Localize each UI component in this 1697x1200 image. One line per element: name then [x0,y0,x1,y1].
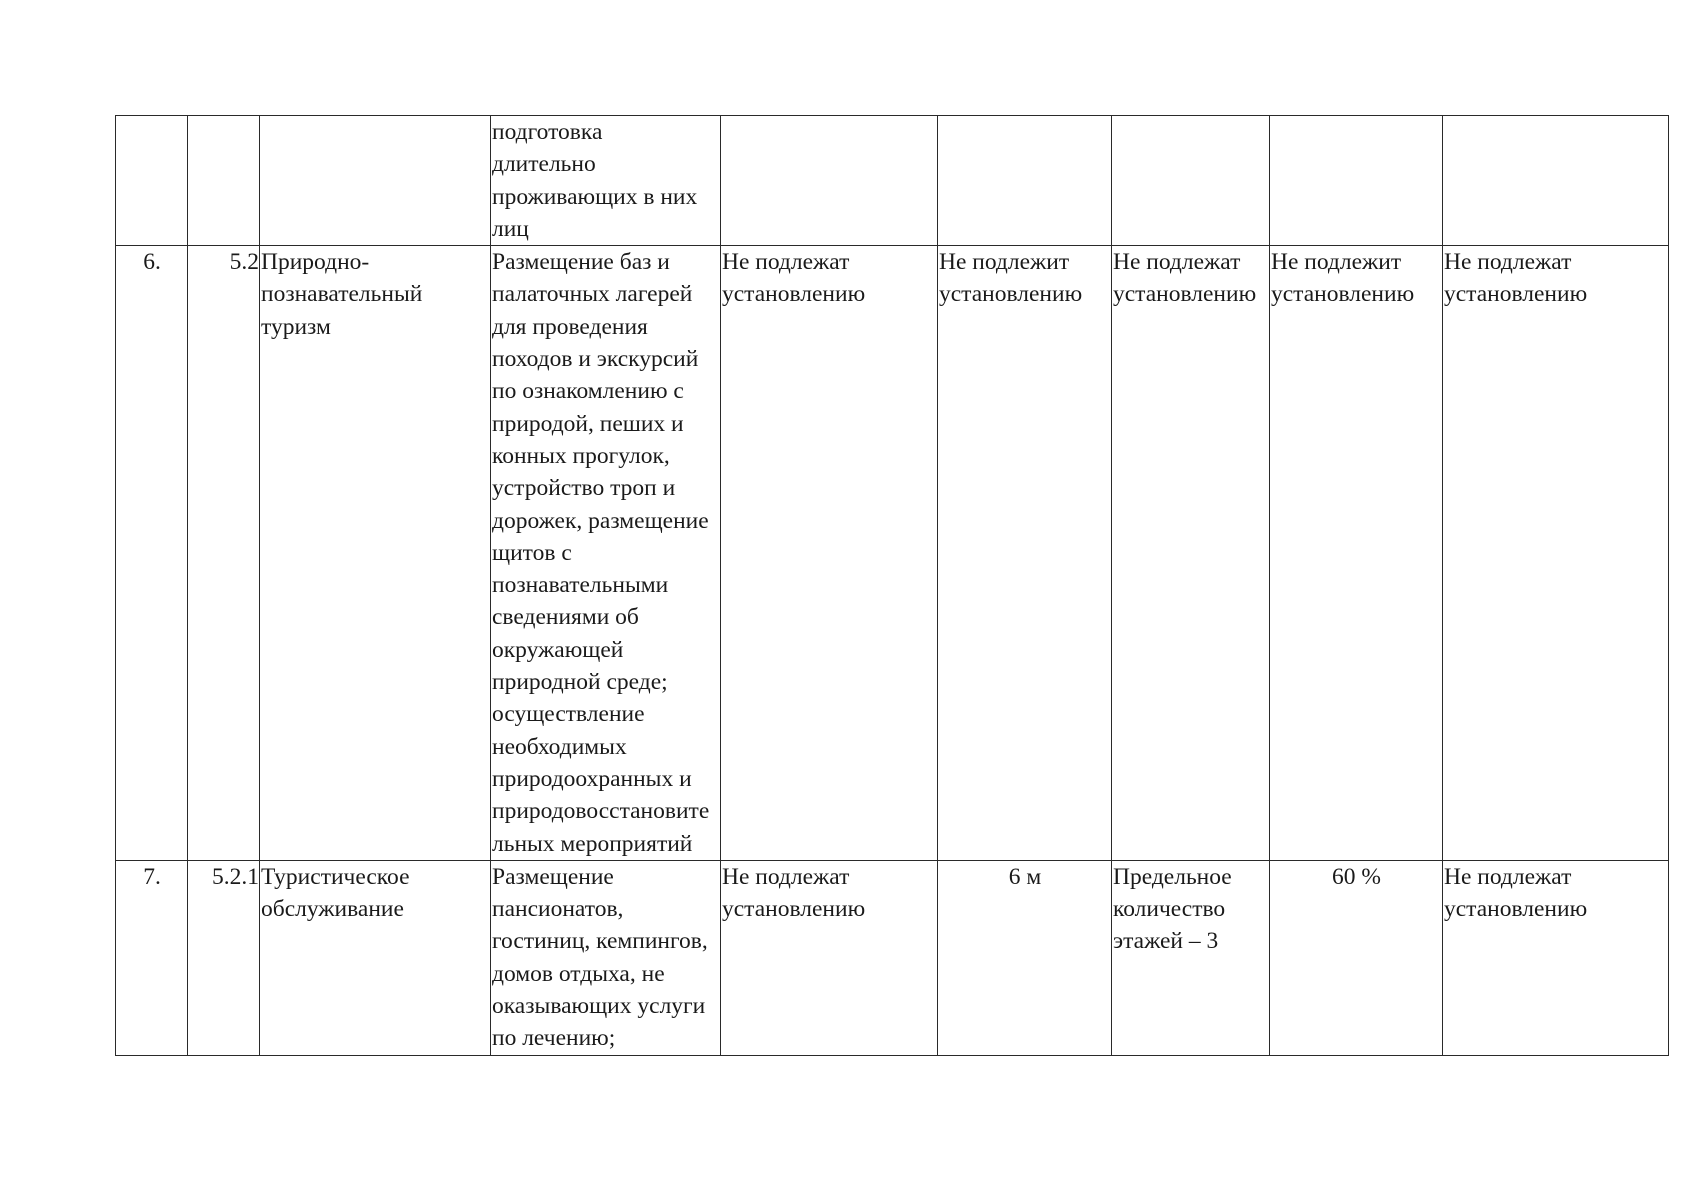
column-7-cell [1112,860,1270,1055]
use-name-cell [260,860,491,1055]
code-value: 5.2.1 [212,863,259,890]
column-9-cell [1443,860,1669,1055]
table-row [116,116,1669,246]
code-cell [188,860,260,1055]
column-9-value: Не подлежат установлению [1444,249,1588,308]
column-9-cell [1443,246,1669,861]
row-number: 6. [143,249,161,276]
description-cell [491,860,721,1055]
column-6-cell [938,116,1112,246]
column-5-cell [721,246,938,861]
column-8-cell [1270,246,1443,861]
use-description: подготовка длительно проживающих в них лиц [492,119,698,242]
table-row [116,860,1669,1055]
column-7-cell [1112,246,1270,861]
use-name: Туристическое обслуживание [261,863,410,923]
description-cell [491,116,721,246]
column-7-value: Предельное количество этажей – 3 [1113,863,1232,955]
row-number-cell [116,246,188,861]
description-cell [491,246,721,861]
land-use-regulations-table [115,115,1669,1056]
use-description: Размещение баз и палаточных лагерей для проведения походов и экскурсий по ознакомлению с природой, пеших и конных прогулок, устройство троп и дорожек, размещение щитов с познавательными сведениями об окружающей природной среде; осуществление необходимых природоохранных и природовосстановите льных мероприятий [492,249,710,857]
column-5-value: Не подлежат установлению [722,249,866,308]
column-6-cell [938,246,1112,861]
code-value: 5.2 [229,249,259,276]
row-number: 7. [143,863,161,890]
column-6-value: Не подлежит установлению [939,249,1083,308]
code-cell [188,246,260,861]
column-6-cell [938,860,1112,1055]
column-9-value: Не подлежат установлению [1444,863,1588,923]
column-5-cell [721,116,938,246]
column-8-cell [1270,860,1443,1055]
code-cell [188,116,260,246]
column-5-value: Не подлежат установлению [722,863,866,923]
table-row [116,246,1669,861]
use-description: Размещение пансионатов, гостиниц, кемпингов, домов отдыха, не оказывающих услуги по лечению; [492,863,708,1052]
use-name-cell [260,246,491,861]
use-name-cell [260,116,491,246]
row-number-cell [116,860,188,1055]
column-8-value: 60 % [1332,863,1381,890]
column-5-cell [721,860,938,1055]
row-number-cell [116,116,188,246]
use-name: Природно- познавательный туризм [261,249,423,340]
column-7-cell [1112,116,1270,246]
column-8-value: Не подлежит установлению [1271,249,1415,308]
column-9-cell [1443,116,1669,246]
column-7-value: Не подлежат установлению [1113,249,1257,308]
column-8-cell [1270,116,1443,246]
column-6-value: 6 м [1008,863,1042,890]
